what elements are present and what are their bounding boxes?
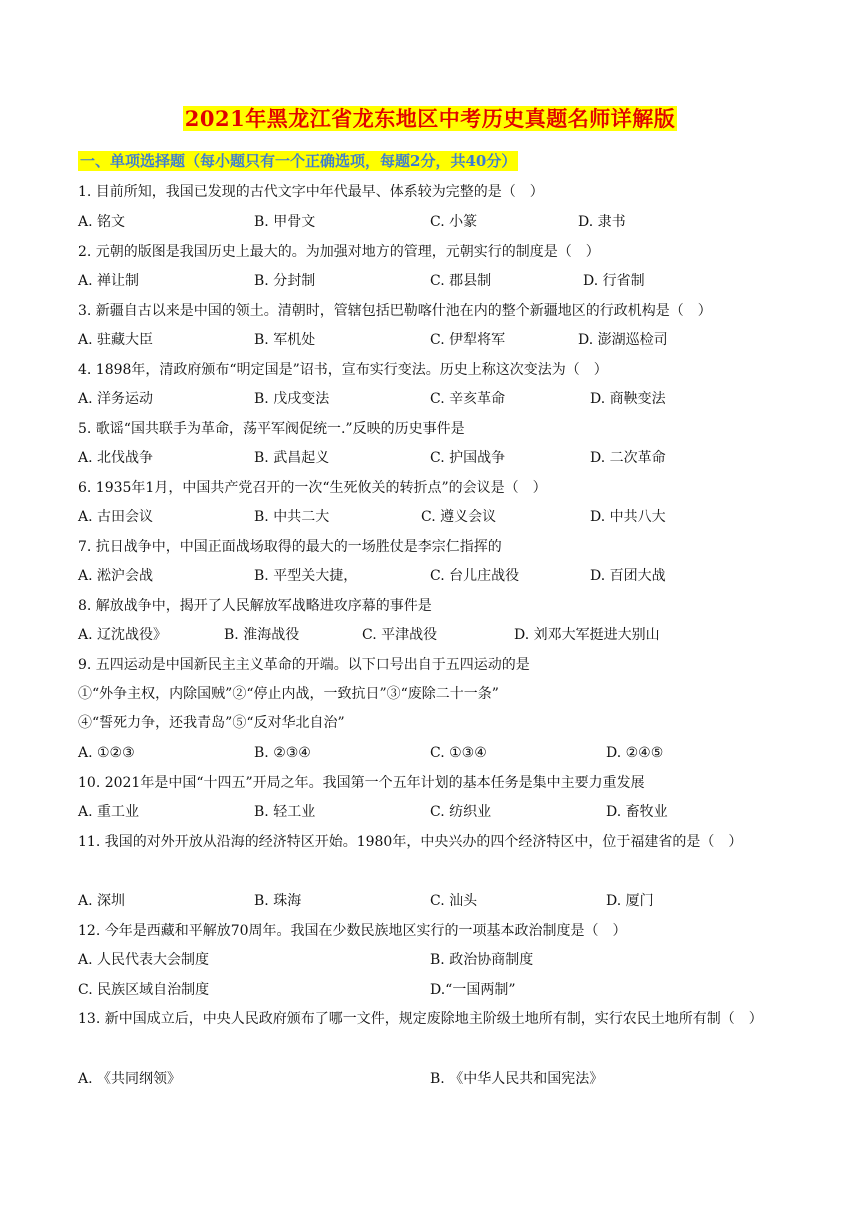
option-c[interactable]: C. 平津战役 [362,627,438,643]
option-d[interactable]: D. 行省制 [583,273,645,289]
option-a[interactable]: A. 铭文 [78,214,126,230]
option-b[interactable]: B. 《中华人民共和国宪法》 [430,1071,604,1087]
option-a[interactable]: A. 北伐战争 [78,450,154,466]
question-stem: 1. 目前所知，我国已发现的古代文字中年代最早、体系较为完整的是（ ） [78,184,544,200]
option-c[interactable]: C. 遵义会议 [421,509,497,525]
option-a[interactable]: A. 重工业 [78,804,140,820]
option-d[interactable]: D. ②④⑤ [606,745,664,761]
question-stem: 13. 新中国成立后，中央人民政府颁布了哪一文件，规定废除地主阶级土地所有制，实行农民土地所有制（ ） [78,1011,763,1027]
option-a[interactable]: A. ①②③ [78,745,135,761]
question-extra-line: ④“誓死力争，还我青岛”⑤“反对华北自治” [78,715,345,731]
option-a[interactable]: A. 《共同纲领》 [78,1071,182,1087]
option-b[interactable]: B. 平型关大捷， [254,568,358,584]
option-b[interactable]: B. 戊戌变法 [254,391,330,407]
option-a[interactable]: A. 淞沪会战 [78,568,154,584]
question-stem: 10. 2021年是中国“十四五”开局之年。我国第一个五年计划的基本任务是集中主要力重发展 [78,775,645,791]
question-stem: 5. 歌谣“国共联手为革命，荡平军阀促统一.”反映的历史事件是 [78,421,465,437]
question-stem: 6. 1935年1月，中国共产党召开的一次“生死攸关的转折点”的会议是（ ） [78,480,547,496]
option-d[interactable]: D. 畜牧业 [606,804,668,820]
question-extra-line: ①“外争主权，内除国贼”②“停止内战，一致抗日”③“废除二十一条” [78,686,499,702]
option-b[interactable]: B. 轻工业 [254,804,316,820]
option-c[interactable]: C. 辛亥革命 [430,391,506,407]
option-c[interactable]: C. 民族区域自治制度 [78,982,210,998]
option-d[interactable]: D. 隶书 [578,214,626,230]
question-stem: 4. 1898年，清政府颁布“明定国是”诏书，宣布实行变法。历史上称这次变法为（ ） [78,362,608,378]
option-b[interactable]: B. 政治协商制度 [430,952,534,968]
option-c[interactable]: C. 台儿庄战役 [430,568,520,584]
question-stem: 11. 我国的对外开放从沿海的经济特区开始。1980年，中央兴办的四个经济特区中，位于福建省的是（ ） [78,834,743,850]
question-stem: 9. 五四运动是中国新民主主义革命的开端。以下口号出自于五四运动的是 [78,657,530,673]
option-c[interactable]: C. 郡县制 [430,273,492,289]
option-b[interactable]: B. 中共二大 [254,509,330,525]
option-d[interactable]: D.“一国两制” [430,982,516,998]
option-a[interactable]: A. 驻藏大臣 [78,332,154,348]
question-stem: 7. 抗日战争中，中国正面战场取得的最大的一场胜仗是李宗仁指挥的 [78,539,502,555]
option-a[interactable]: A. 深圳 [78,893,126,909]
option-a[interactable]: A. 古田会议 [78,509,154,525]
option-d[interactable]: D. 中共八大 [590,509,666,525]
section-heading: 一、单项选择题（每小题只有一个正确选项，每题2分，共40分） [80,152,517,170]
option-c[interactable]: C. 护国战争 [430,450,506,466]
option-d[interactable]: D. 二次革命 [590,450,666,466]
option-d[interactable]: D. 澎湖巡检司 [578,332,668,348]
option-a[interactable]: A. 辽沈战役》 [78,627,168,643]
option-d[interactable]: D. 厦门 [606,893,654,909]
question-stem: 3. 新疆自古以来是中国的领土。清朝时，管辖包括巴勒喀什池在内的整个新疆地区的行政机构是（ ） [78,303,712,319]
option-c[interactable]: C. 纺织业 [430,804,492,820]
option-b[interactable]: B. 军机处 [254,332,316,348]
option-b[interactable]: B. 淮海战役 [224,627,300,643]
option-a[interactable]: A. 人民代表大会制度 [78,952,210,968]
page-title: 2021年黑龙江省龙东地区中考历史真题名师详解版 [184,106,676,131]
option-c[interactable]: C. 伊犁将军 [430,332,506,348]
option-b[interactable]: B. 珠海 [254,893,302,909]
option-a[interactable]: A. 禅让制 [78,273,140,289]
option-d[interactable]: D. 商鞅变法 [590,391,666,407]
option-d[interactable]: D. 百团大战 [590,568,666,584]
option-c[interactable]: C. 汕头 [430,893,478,909]
option-d[interactable]: D. 刘邓大军挺进大别山 [514,627,660,643]
option-b[interactable]: B. ②③④ [254,745,311,761]
question-stem: 12. 今年是西藏和平解放70周年。我国在少数民族地区实行的一项基本政治制度是（ ） [78,923,627,939]
option-a[interactable]: A. 洋务运动 [78,391,154,407]
question-stem: 2. 元朝的版图是我国历史上最大的。为加强对地方的管理，元朝实行的制度是（ ） [78,244,600,260]
option-c[interactable]: C. ①③④ [430,745,487,761]
option-c[interactable]: C. 小篆 [430,214,478,230]
option-b[interactable]: B. 分封制 [254,273,316,289]
question-stem: 8. 解放战争中，揭开了人民解放军战略进攻序幕的事件是 [78,598,432,614]
option-b[interactable]: B. 武昌起义 [254,450,330,466]
option-b[interactable]: B. 甲骨文 [254,214,316,230]
